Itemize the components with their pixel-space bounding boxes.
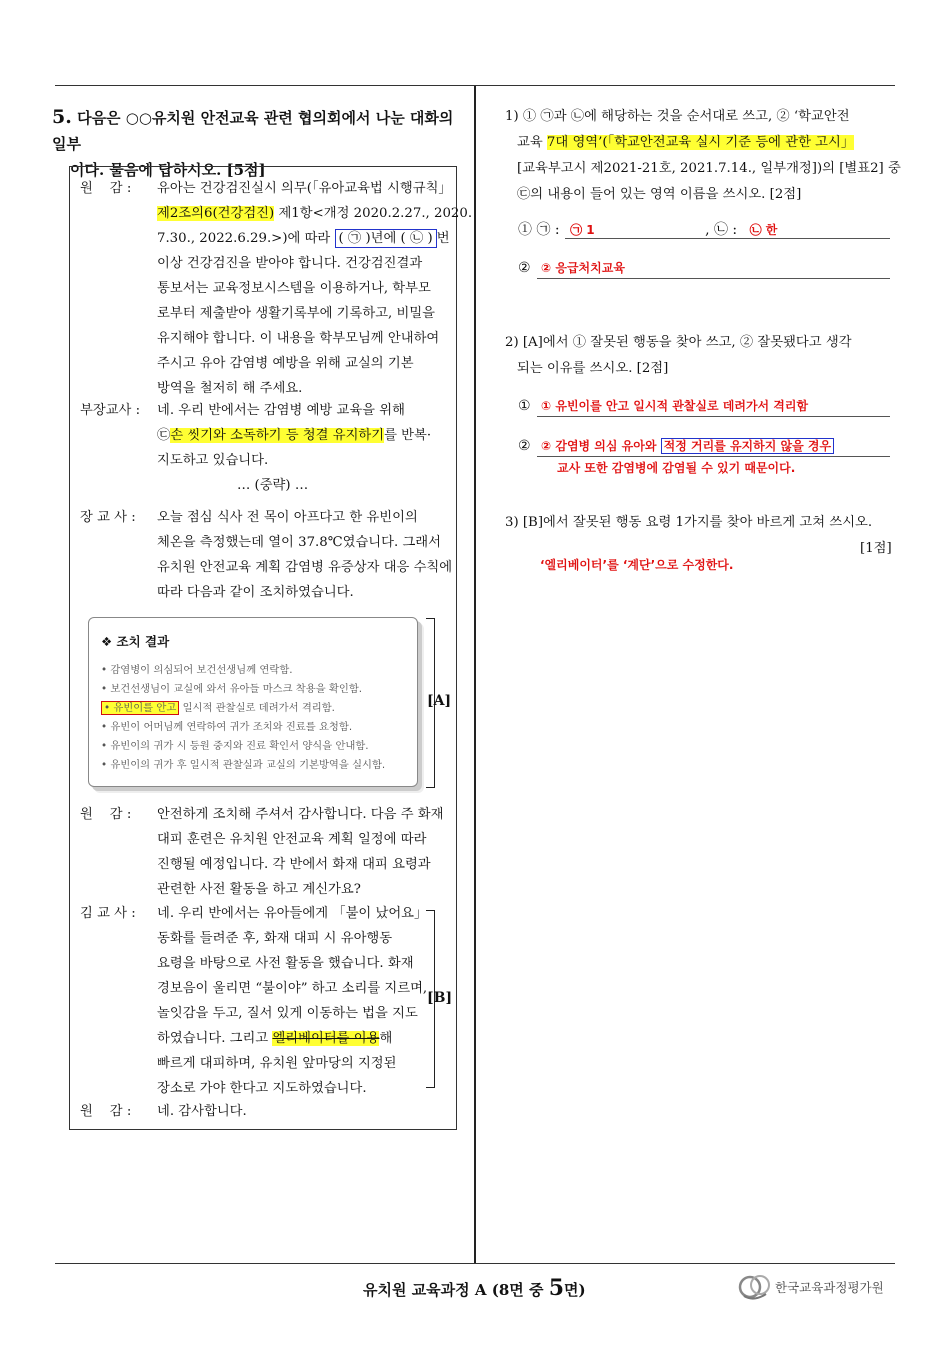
highlight: 7대 영역’(「학교안전교육 실시 기준 등에 관한 고시」	[546, 135, 855, 150]
text-line: 관련한 사전 활동을 하고 계신가요?	[157, 882, 361, 897]
text-line: 2) [A]에서 ① 잘못된 행동을 찾아 쓰고, ② 잘못됐다고 생각	[505, 335, 852, 350]
text-line: 네. 우리 반에서는 유아들에게 「불이 났어요」	[157, 906, 428, 921]
highlight-strike: 엘리베이터를 이용	[272, 1031, 380, 1046]
answer-line	[565, 238, 890, 239]
card-item: • 유빈이의 귀가 후 일시적 관찰실과 교실의 기본방역을 실시함.	[101, 759, 386, 771]
sub-question-3-points: [1점]	[860, 541, 892, 556]
text-span: 일시적 관찰실로 데려가서 격리함.	[179, 702, 335, 714]
card-item: • 유빈이의 귀가 시 등원 중지와 진료 확인서 양식을 안내함.	[101, 740, 369, 752]
card-item	[101, 699, 335, 714]
text-line: 장소로 가야 한다고 지도하였습니다.	[157, 1081, 367, 1096]
kice-logo	[738, 1270, 898, 1304]
text-line: ㉢의 내용이 들어 있는 영역 이름을 쓰시오. [2점]	[517, 187, 802, 202]
question-title-line2: 이다. 물음에 답하시오. [5점]	[70, 161, 266, 179]
answer-2-2	[518, 437, 834, 454]
answer-value: ② 응급처치교육	[541, 261, 625, 275]
text-line: 네. 감사합니다.	[157, 1104, 247, 1119]
card-title: ❖ 조치 결과	[101, 634, 170, 649]
text-line	[157, 226, 472, 251]
highlight: 제2조의6(건강검진)	[157, 206, 275, 221]
text-line: 유아는 건강검진실시 의무(「유아교육법 시행규칙」	[157, 181, 452, 196]
answer-value: ㉡ 한	[749, 223, 778, 237]
kice-logo-icon	[738, 1270, 774, 1304]
text-line: 유지해야 합니다. 이 내용을 학부모님께 안내하여	[157, 331, 440, 346]
footer-text: 유치원 교육과정 A (8면 중	[363, 1281, 549, 1299]
omission-mark: … (중략) …	[237, 478, 309, 493]
speaker-label: 원 감 :	[80, 807, 132, 822]
sub-question-2	[505, 330, 852, 382]
marked-text: • 유빈이를 안고	[101, 701, 179, 715]
text-span: 교육	[517, 135, 547, 150]
boxed-answer: 적정 거리를 유지하지 않을 경우	[661, 438, 834, 454]
text-line: 안전하게 조치해 주셔서 감사합니다. 다음 주 화재	[157, 807, 444, 822]
text-span: ㉢	[157, 428, 171, 443]
answer-line	[537, 456, 890, 457]
text-line: 주시고 유아 감염병 예방을 위해 교실의 기본	[157, 356, 414, 371]
speaker-label: 원 감 :	[80, 1104, 132, 1119]
text-line: 지도하고 있습니다.	[157, 453, 269, 468]
bracket-b-label: [B]	[427, 990, 453, 1006]
answer-1-1	[518, 219, 777, 239]
text-span: 번	[436, 231, 450, 246]
logo-text: 한국교육과정평가원	[775, 1280, 884, 1295]
text-line: 빠르게 대피하며, 유치원 앞마당의 지정된	[157, 1056, 397, 1071]
action-result-card	[88, 617, 418, 787]
text-line: 1) ① ㉠과 ㉡에 해당하는 것을 순서대로 쓰고, ② ‘학교안전	[505, 109, 850, 124]
blank-box: ( ㉠ )년에 ( ㉡ )	[335, 229, 437, 248]
speaker-label: 부장교사 :	[80, 403, 141, 418]
text-line: 방역을 철저히 해 주세요.	[157, 381, 303, 396]
card-item: • 보건선생님이 교실에 와서 유아들 마스크 착용을 확인함.	[101, 683, 363, 695]
text-line: 오늘 점심 식사 전 목이 아프다고 한 유빈이의	[157, 510, 418, 525]
answer-value: ① 유빈이를 안고 일시적 관찰실로 데려가서 격리함	[541, 399, 809, 413]
text-line: 놀잇감을 두고, 질서 있게 이동하는 법을 지도	[157, 1006, 418, 1021]
answer-2-1	[518, 397, 808, 414]
text-line: 따라 다음과 같이 조치하였습니다.	[157, 585, 354, 600]
text-line	[505, 130, 901, 156]
answer-2-2-cont: 교사 또한 감염병에 감염될 수 있기 때문이다.	[557, 461, 796, 475]
question-number: 5.	[52, 106, 72, 128]
text-line: 되는 이유를 쓰시오. [2점]	[517, 361, 669, 376]
text-span: 제1항<개정 2020.2.27., 2020.	[274, 206, 473, 221]
answer-line	[537, 416, 890, 417]
text-line	[157, 423, 431, 448]
page-number: 5	[548, 1275, 565, 1301]
text-line: 경보음이 울리면 “불이야” 하고 소리를 지르며,	[157, 981, 428, 996]
answer-line	[537, 278, 890, 279]
text-span: 하였습니다. 그리고	[157, 1031, 273, 1046]
sub-question-1	[505, 104, 901, 208]
card-item: • 감염병이 의심되어 보건선생님께 연락함.	[101, 664, 293, 676]
bottom-rule	[55, 1263, 895, 1264]
text-line: 진행될 예정입니다. 각 반에서 화재 대피 요령과	[157, 857, 431, 872]
answer-label: ① ㉠ :	[518, 222, 560, 238]
text-span: 를 반복·	[384, 428, 432, 443]
text-line: 통보서는 교육정보시스템을 이용하거나, 학부모	[157, 281, 431, 296]
answer-separator: , ㉡ :	[705, 222, 738, 238]
text-line: 대피 훈련은 유치원 안전교육 계획 일정에 따라	[157, 832, 427, 847]
footer-text: 면)	[564, 1281, 586, 1299]
sub-question-3	[505, 510, 872, 536]
answer-label: ②	[518, 260, 531, 276]
card-item: • 유빈이 어머님께 연락하여 귀가 조치와 진료를 요청함.	[101, 721, 353, 733]
text-line	[157, 201, 472, 226]
text-span: 7.30., 2022.6.29.>)에 따라	[157, 231, 335, 246]
speaker-label: 김 교 사 :	[80, 906, 136, 921]
page-footer	[363, 1275, 586, 1301]
highlight: 손 씻기와 소독하기 등 청결 유지하기	[170, 428, 385, 443]
answer-label: ①	[518, 398, 531, 414]
bracket-a-label: [A]	[427, 693, 452, 709]
text-line: 체온을 측정했는데 열이 37.8℃였습니다. 그래서	[157, 535, 441, 550]
text-line: 3) [B]에서 잘못된 행동 요령 1가지를 찾아 바르게 고쳐 쓰시오.	[505, 515, 873, 530]
column-divider	[474, 86, 476, 1263]
text-line: 유치원 안전교육 계획 감염병 유증상자 대응 수칙에	[157, 560, 453, 575]
speaker-label: 장 교 사 :	[80, 510, 136, 525]
text-line: 로부터 제출받아 생활기록부에 기록하고, 비밀을	[157, 306, 436, 321]
text-line: 네. 우리 반에서는 감염병 예방 교육을 위해	[157, 403, 405, 418]
text-line: 동화를 들려준 후, 화재 대피 시 유아행동	[157, 931, 393, 946]
text-line: 이상 건강검진을 받아야 합니다. 건강검진결과	[157, 256, 423, 271]
answer-1-2	[518, 259, 625, 276]
answer-label: ②	[518, 438, 531, 454]
answer-3: ‘엘리베이터’를 ‘계단’으로 수정한다.	[540, 558, 734, 572]
speaker-label: 원 감 :	[80, 181, 132, 196]
question-title-line1: 다음은 ○○유치원 안전교육 관련 협의회에서 나눈 대화의 일부	[52, 109, 454, 153]
answer-value: ② 감염병 의심 유아와	[541, 439, 661, 453]
answer-value: ㉠ 1	[570, 223, 595, 237]
text-line: 요령을 바탕으로 사전 활동을 했습니다. 화재	[157, 956, 414, 971]
text-span: 해	[379, 1031, 393, 1046]
text-line: [교육부고시 제2021-21호, 2021.7.14., 일부개정])의 [별표2] 중	[517, 161, 901, 176]
text-line	[157, 1026, 427, 1051]
